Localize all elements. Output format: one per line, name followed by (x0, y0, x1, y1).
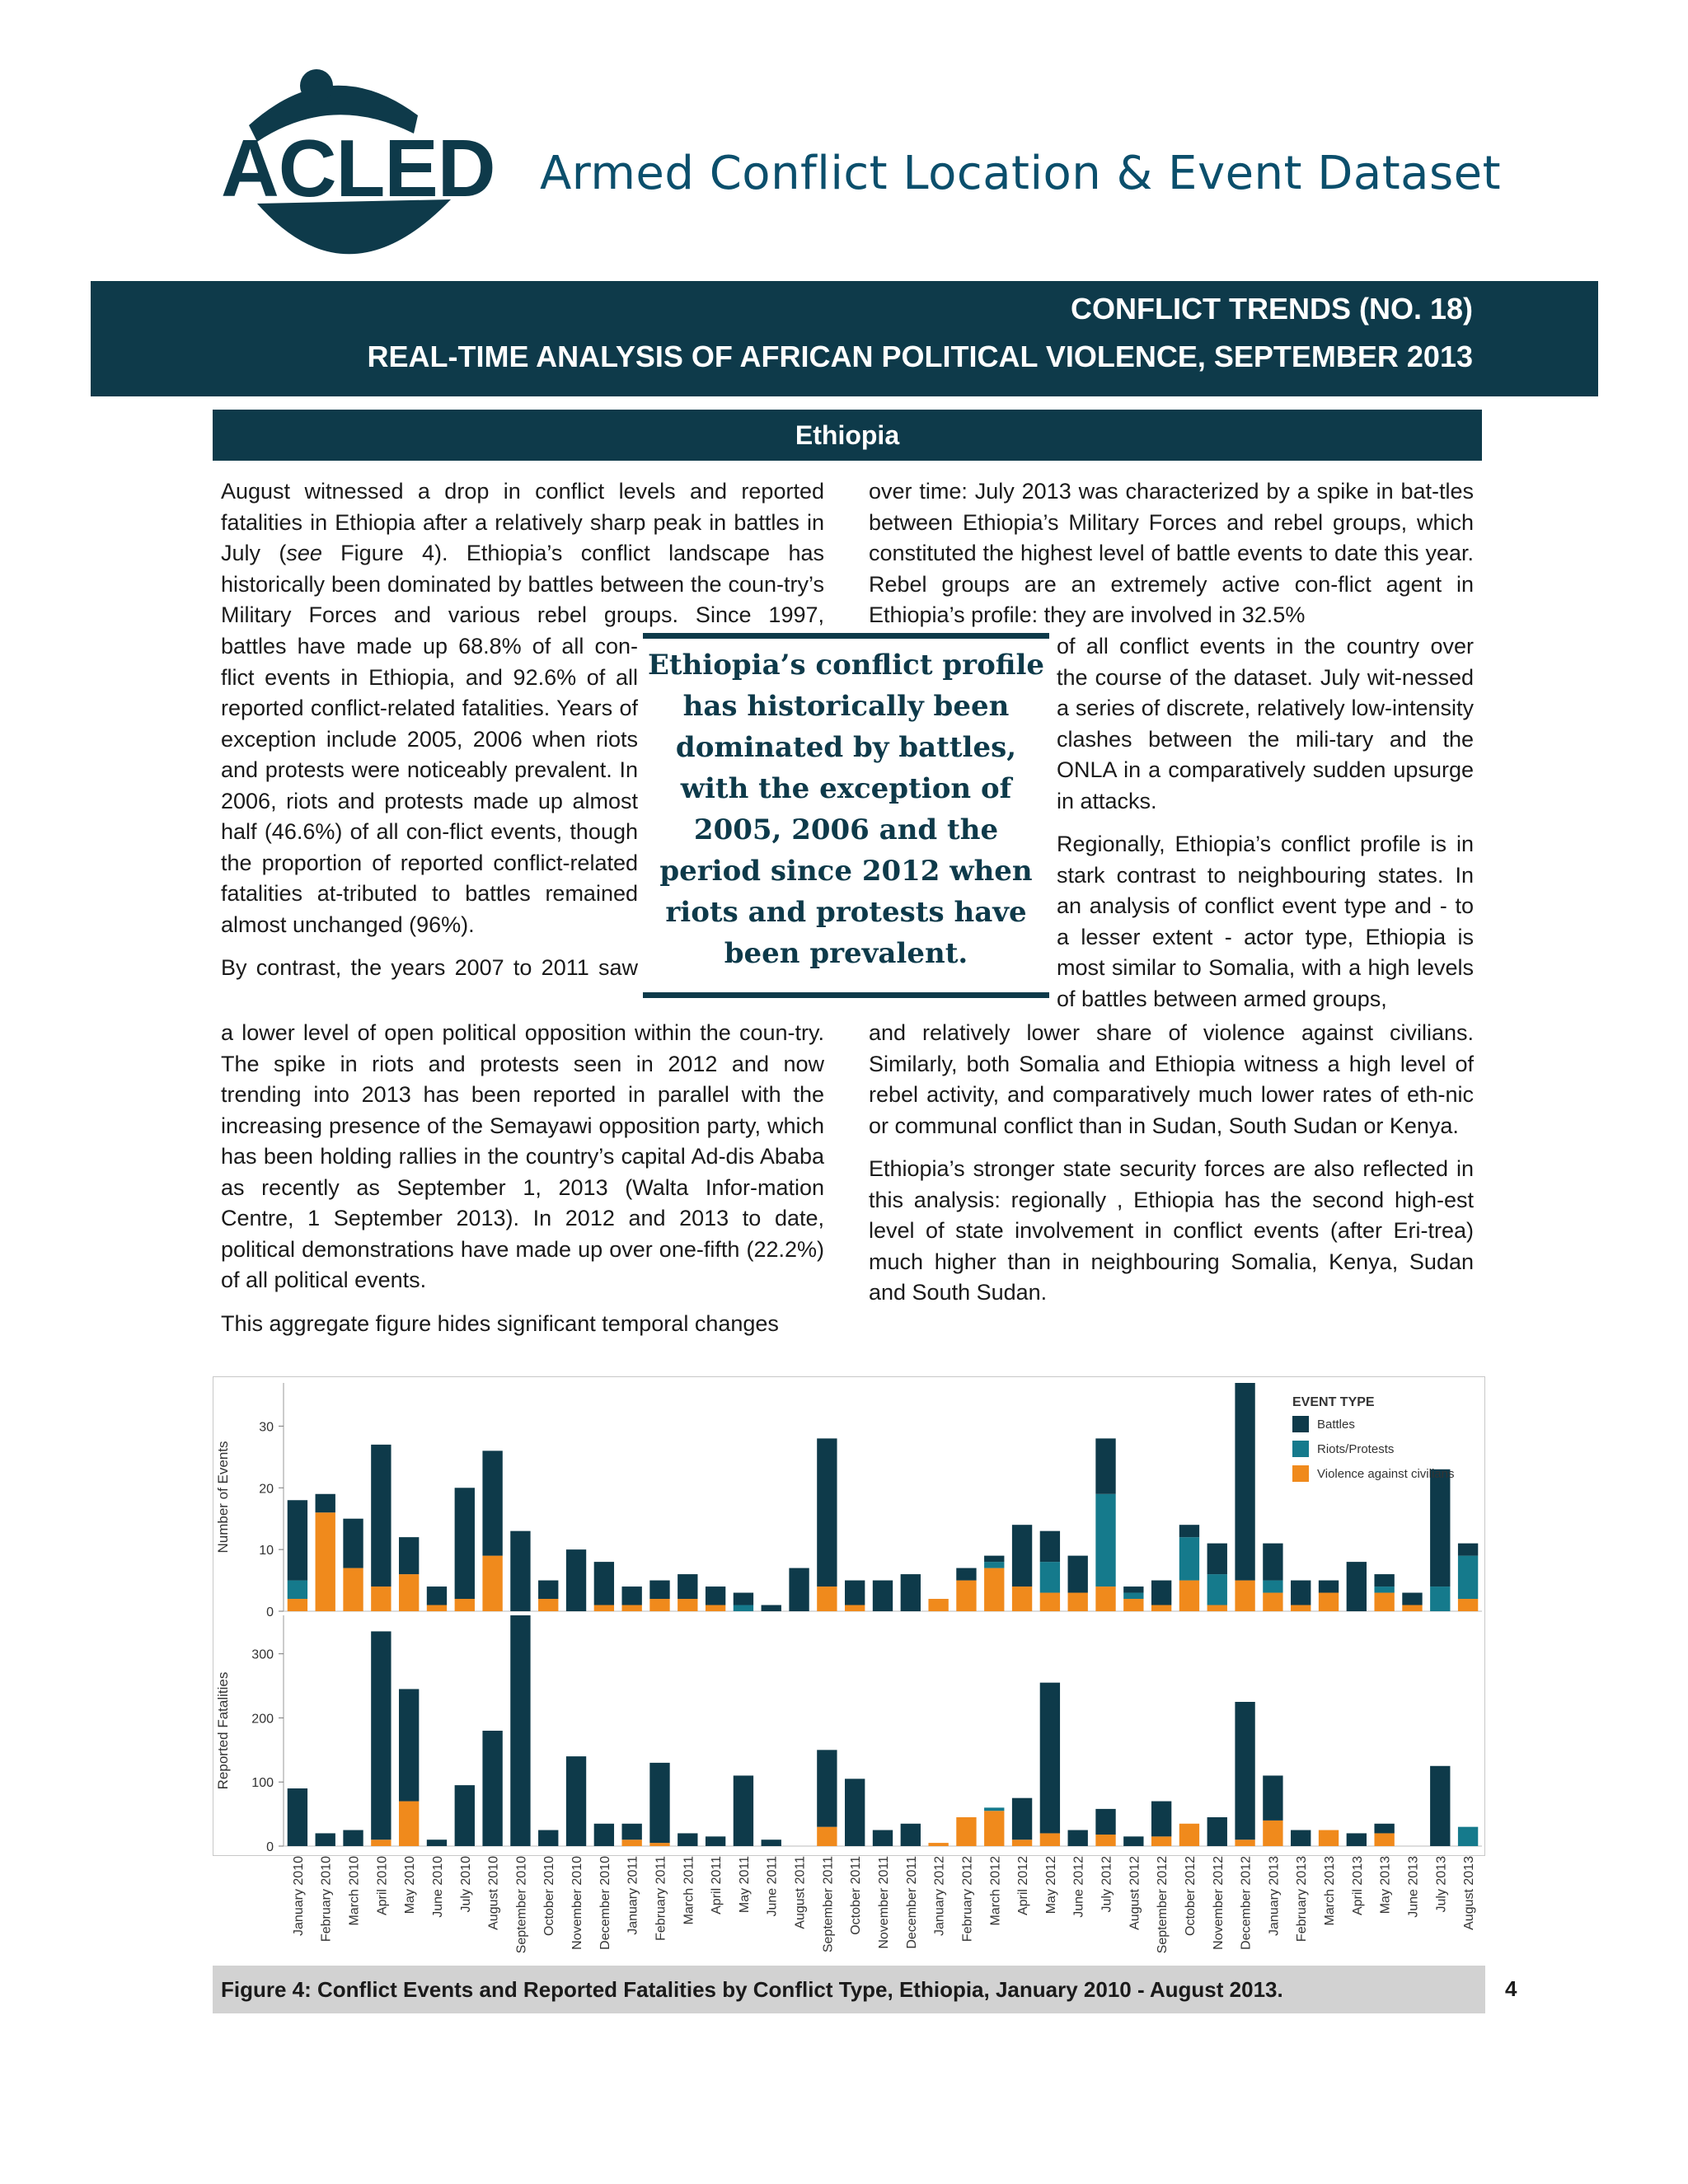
bar-riots-protests (1095, 1494, 1115, 1586)
bar-battles (845, 1779, 865, 1846)
x-tick-label: December 2010 (598, 1856, 612, 1950)
x-tick-label: August 2013 (1462, 1856, 1477, 1930)
y-tick-label: 30 (259, 1420, 274, 1435)
bar-battles (1374, 1574, 1394, 1586)
bar-battles (873, 1830, 893, 1846)
bar-battles (817, 1750, 837, 1826)
x-tick-label: May 2012 (1043, 1856, 1058, 1915)
bar-battles (984, 1556, 1004, 1562)
bar-battles (1207, 1817, 1227, 1846)
bar-battles (1123, 1586, 1143, 1592)
bar-battles (1095, 1809, 1115, 1835)
x-tick-label: October 2012 (1183, 1856, 1198, 1936)
x-tick-label: August 2010 (486, 1856, 501, 1930)
x-tick-label: September 2010 (514, 1856, 529, 1954)
bar-battles (1040, 1683, 1060, 1834)
bar-battles (1207, 1544, 1227, 1574)
bar-violence-against-civilians (594, 1605, 614, 1611)
legend-swatch (1292, 1416, 1309, 1432)
x-tick-label: February 2013 (1295, 1856, 1310, 1943)
x-tick-label: January 2013 (1267, 1856, 1282, 1936)
legend-swatch (1292, 1441, 1309, 1457)
bar-violence-against-civilians (1012, 1586, 1032, 1611)
bar-battles (455, 1785, 475, 1846)
bar-violence-against-civilians (316, 1512, 335, 1611)
legend-label: Battles (1317, 1418, 1355, 1432)
bar-violence-against-civilians (399, 1574, 419, 1611)
x-tick-label: March 2012 (988, 1856, 1003, 1926)
bar-violence-against-civilians (706, 1605, 725, 1611)
bar-violence-against-civilians (622, 1840, 642, 1846)
bar-battles (427, 1586, 447, 1605)
bar-battles (678, 1574, 697, 1599)
bar-battles (455, 1488, 475, 1599)
bar-battles (762, 1840, 781, 1846)
bar-violence-against-civilians (956, 1817, 976, 1846)
y-tick-label: 0 (266, 1840, 274, 1854)
x-tick-label: April 2011 (710, 1856, 724, 1915)
bar-riots-protests (1179, 1537, 1199, 1580)
x-tick-label: July 2013 (1434, 1856, 1449, 1913)
bar-battles (1458, 1544, 1478, 1556)
paragraph: of all conflict events in the country over the course of the dataset. July wit-nessed a series of discrete, relatively low-intensity clashes between the mili-tary and the ONLA in a comparatively sudden upsurge in attacks. (1057, 634, 1474, 813)
x-tick-label: June 2012 (1071, 1856, 1086, 1918)
bar-battles (343, 1519, 363, 1568)
banner-title: CONFLICT TRENDS (NO. 18) (1070, 292, 1473, 326)
bar-riots-protests (984, 1562, 1004, 1568)
x-tick-label: April 2010 (375, 1856, 390, 1916)
bar-battles (538, 1581, 558, 1599)
banner-subtitle: REAL-TIME ANALYSIS OF AFRICAN POLITICAL VIOLENCE, SEPTEMBER 2013 (367, 340, 1473, 373)
bar-violence-against-civilians (984, 1811, 1004, 1846)
bar-battles (482, 1451, 502, 1555)
bar-battles (371, 1445, 391, 1586)
bar-battles (343, 1830, 363, 1846)
y-tick-label: 200 (251, 1712, 274, 1727)
bar-violence-against-civilians (1123, 1599, 1143, 1611)
bar-battles (594, 1824, 614, 1846)
bar-battles (734, 1593, 753, 1605)
bar-battles (622, 1824, 642, 1840)
bar-violence-against-civilians (343, 1568, 363, 1611)
x-tick-label: June 2010 (430, 1856, 445, 1918)
paragraph: and relatively lower share of violence against civilians. Similarly, both Somalia and Ethiopia witness a high level of rebel activity, and comparatively much lower rates of eth-nic or communal conflict than in Sudan, South Sudan or Kenya. (869, 1020, 1474, 1138)
x-tick-label: August 2012 (1128, 1856, 1142, 1930)
bar-violence-against-civilians (1458, 1599, 1478, 1611)
bar-battles (1347, 1562, 1367, 1611)
bar-violence-against-civilians (427, 1605, 447, 1611)
bar-battles (399, 1537, 419, 1574)
legend-label: Violence against civilians (1317, 1467, 1455, 1481)
bar-battles (956, 1568, 976, 1581)
x-tick-label: July 2010 (458, 1856, 473, 1913)
right-column (869, 476, 1474, 631)
bar-battles (538, 1830, 558, 1846)
bar-violence-against-civilians (956, 1581, 976, 1611)
bar-battles (510, 1615, 530, 1846)
x-tick-label: January 2010 (291, 1856, 306, 1936)
bar-violence-against-civilians (928, 1843, 948, 1846)
bar-battles (1402, 1593, 1422, 1605)
bar-battles (566, 1756, 586, 1846)
right-column-bottom (869, 1018, 1474, 1309)
bar-violence-against-civilians (288, 1599, 307, 1611)
bar-battles (845, 1581, 865, 1605)
bar-battles (706, 1836, 725, 1846)
bar-battles (1430, 1766, 1450, 1846)
bar-violence-against-civilians (1263, 1821, 1282, 1846)
x-tick-label: May 2011 (737, 1856, 752, 1914)
logo-dot (300, 69, 333, 102)
logo-text: ACLED (221, 123, 495, 213)
bar-violence-against-civilians (1040, 1593, 1060, 1611)
x-tick-label: December 2012 (1239, 1856, 1254, 1950)
bar-violence-against-civilians (1012, 1840, 1032, 1846)
x-tick-label: February 2010 (319, 1856, 334, 1943)
bar-battles (901, 1574, 921, 1611)
bar-violence-against-civilians (649, 1843, 669, 1846)
bar-battles (1068, 1830, 1088, 1846)
bar-battles (1123, 1836, 1143, 1846)
x-tick-label: March 2010 (347, 1856, 362, 1926)
bar-battles (1151, 1802, 1171, 1837)
section-title: Ethiopia (213, 410, 1482, 461)
left-column-wrap (221, 631, 638, 984)
bar-battles (510, 1531, 530, 1611)
bar-battles (901, 1824, 921, 1846)
y-tick-label: 10 (259, 1544, 274, 1558)
pull-quote-top-rule (643, 633, 1049, 639)
bar-riots-protests (1458, 1556, 1478, 1599)
bar-violence-against-civilians (1095, 1835, 1115, 1846)
bar-riots-protests (1207, 1574, 1227, 1605)
bar-riots-protests (1374, 1586, 1394, 1592)
bar-violence-against-civilians (1319, 1593, 1339, 1611)
x-tick-label: June 2013 (1406, 1856, 1421, 1918)
bar-battles (1291, 1830, 1311, 1846)
figure-caption: Figure 4: Conflict Events and Reported Fatalities by Conflict Type, Ethiopia, January 2010 - August 2013. (213, 1966, 1485, 2013)
bar-battles (288, 1788, 307, 1846)
bar-battles (427, 1840, 447, 1846)
x-tick-label: November 2011 (877, 1856, 891, 1949)
bar-violence-against-civilians (371, 1586, 391, 1611)
bar-violence-against-civilians (1374, 1593, 1394, 1611)
bar-battles (1347, 1833, 1367, 1846)
bar-violence-against-civilians (1151, 1605, 1171, 1611)
x-tick-label: June 2011 (765, 1856, 780, 1917)
bar-violence-against-civilians (1179, 1581, 1199, 1611)
bar-battles (1319, 1581, 1339, 1593)
left-column (221, 476, 824, 631)
bar-battles (371, 1631, 391, 1840)
x-tick-label: May 2013 (1378, 1856, 1393, 1915)
paragraph: This aggregate figure hides significant temporal changes (221, 1310, 779, 1336)
paragraph: Ethiopia’s stronger state security forces are also reflected in this analysis: regionally , Ethiopia has the second high-est level of state involvement in conflict events (after Eri-trea) much higher than in neighbouring Somalia, Kenya, Sudan and South Sudan. (869, 1156, 1474, 1305)
bar-battles (1068, 1556, 1088, 1593)
bar-battles (1095, 1438, 1115, 1493)
bar-violence-against-civilians (538, 1599, 558, 1611)
x-tick-label: March 2013 (1323, 1856, 1338, 1926)
bar-battles (1263, 1775, 1282, 1820)
bar-violence-against-civilians (1040, 1833, 1060, 1846)
bar-battles (1151, 1581, 1171, 1605)
legend-label: Riots/Protests (1317, 1442, 1395, 1456)
bar-battles (316, 1494, 335, 1512)
bar-battles (594, 1562, 614, 1605)
x-tick-label: August 2011 (793, 1856, 808, 1929)
bar-violence-against-civilians (399, 1802, 419, 1846)
bar-battles (817, 1438, 837, 1586)
x-tick-label: May 2010 (403, 1856, 418, 1915)
y-tick-label: 20 (259, 1482, 274, 1497)
x-tick-label: December 2011 (904, 1856, 919, 1949)
legend-swatch (1292, 1465, 1309, 1482)
bar-violence-against-civilians (1235, 1840, 1254, 1846)
bar-violence-against-civilians (1319, 1830, 1339, 1846)
x-tick-label: March 2011 (682, 1856, 696, 1925)
bar-battles (1430, 1469, 1450, 1586)
y-axis-label: Reported Fatalities (215, 1671, 231, 1790)
bar-battles (678, 1833, 697, 1846)
paragraph: August witnessed a drop in conflict levels and reported fatalities in Ethiopia after a relatively sharp peak in battles in July (see Figure 4). Ethiopia’s conflict landscape has historically been dominated by battles between the coun-try’s Military Forces and various rebel groups. Since 1997, (221, 479, 825, 627)
bar-violence-against-civilians (1207, 1605, 1227, 1611)
bar-violence-against-civilians (678, 1599, 697, 1611)
bar-battles (873, 1581, 893, 1611)
pull-quote-text: Ethiopia’s conflict profile has historically been dominated by battles, with the exception of 2005, 2006 and the period since 2012 when riots and protests have been prevalent. (647, 649, 1045, 970)
bar-riots-protests (1430, 1586, 1450, 1611)
x-tick-label: July 2012 (1100, 1856, 1114, 1913)
right-column-wrap (1057, 631, 1474, 1015)
page-number: 4 (1505, 1976, 1517, 2001)
paragraph: a lower level of open political opposition within the coun-try. The spike in riots and protests seen in 2012 and now trending into 2013 has been reported in parallel with the increasing presence of the Semayawi opposition party, which has been holding rallies in the country’s capital Ad-dis Ababa as recently as September 1, 2013 (Walta Infor-mation Centre, 1 September 2013). In 2012 and 2013 to date, political demonstrations have made up over one-fifth (22.2%) of all political events. (221, 1020, 824, 1292)
bar-battles (1012, 1798, 1032, 1840)
bar-violence-against-civilians (482, 1556, 502, 1611)
x-tick-label: September 2012 (1156, 1856, 1170, 1954)
bar-violence-against-civilians (1263, 1593, 1282, 1611)
bar-battles (482, 1731, 502, 1846)
x-tick-label: November 2010 (570, 1856, 585, 1950)
bar-violence-against-civilians (649, 1599, 669, 1611)
bar-violence-against-civilians (1374, 1833, 1394, 1846)
pull-quote-bottom-rule (643, 992, 1049, 998)
y-tick-label: 300 (251, 1647, 274, 1662)
x-tick-label: October 2010 (542, 1856, 557, 1936)
bar-battles (316, 1833, 335, 1846)
bar-violence-against-civilians (1068, 1593, 1088, 1611)
title-banner (91, 281, 1598, 396)
bar-battles (649, 1581, 669, 1599)
x-tick-label: April 2013 (1350, 1856, 1365, 1916)
org-name: Armed Conflict Location & Event Dataset (540, 147, 1502, 200)
bar-violence-against-civilians (371, 1840, 391, 1846)
bar-violence-against-civilians (928, 1599, 948, 1611)
bar-violence-against-civilians (1151, 1836, 1171, 1846)
bar-riots-protests (1040, 1562, 1060, 1592)
bar-battles (1012, 1525, 1032, 1586)
bar-battles (1179, 1525, 1199, 1537)
bar-violence-against-civilians (1402, 1605, 1422, 1611)
left-column-bottom (221, 1018, 824, 1339)
bar-battles (1263, 1544, 1282, 1581)
bar-battles (706, 1586, 725, 1605)
conflict-chart (213, 1376, 1485, 1966)
bar-battles (649, 1763, 669, 1843)
bar-violence-against-civilians (984, 1568, 1004, 1611)
bar-battles (566, 1549, 586, 1611)
bar-riots-protests (984, 1807, 1004, 1811)
bar-riots-protests (1263, 1581, 1282, 1593)
x-tick-label: November 2012 (1211, 1856, 1226, 1950)
bar-riots-protests (734, 1605, 753, 1611)
x-tick-label: January 2011 (626, 1856, 640, 1935)
pull-quote (643, 633, 1049, 998)
bar-riots-protests (1458, 1827, 1478, 1846)
x-tick-label: February 2011 (654, 1856, 668, 1941)
paragraph: battles have made up 68.8% of all con-flict events in Ethiopia, and 92.6% of all reported conflict-related fatalities. Years of exception include 2005, 2006 when riots and protests were noticeably prevalent. In 2006, riots and protests made up almost half (46.6%) of all con-flict events, though the proportion of reported conflict-related fatalities at-tributed to battles remained almost unchanged (96%). (221, 634, 638, 937)
bar-violence-against-civilians (817, 1586, 837, 1611)
bar-battles (1040, 1531, 1060, 1562)
bar-violence-against-civilians (622, 1605, 642, 1611)
x-tick-label: February 2012 (960, 1856, 975, 1943)
bar-violence-against-civilians (1291, 1605, 1311, 1611)
bar-riots-protests (288, 1581, 307, 1599)
x-tick-label: September 2011 (821, 1856, 836, 1953)
bar-battles (1291, 1581, 1311, 1605)
bar-battles (1235, 1702, 1254, 1840)
bar-violence-against-civilians (1095, 1586, 1115, 1611)
paragraph: By contrast, the years 2007 to 2011 saw (221, 955, 638, 980)
bar-battles (622, 1586, 642, 1605)
x-tick-label: October 2011 (849, 1856, 864, 1935)
y-tick-label: 0 (266, 1605, 274, 1619)
bar-violence-against-civilians (1235, 1581, 1254, 1611)
bar-riots-protests (1123, 1593, 1143, 1599)
paragraph: over time: July 2013 was characterized by a spike in bat-tles between Ethiopia’s Military Forces and rebel groups, which constituted the highest level of battle events to date this year. Rebel groups are an extremely active con-flict agent in Ethiopia’s profile: they are involved in 32.5% (869, 479, 1474, 627)
bar-battles (1374, 1824, 1394, 1834)
bar-violence-against-civilians (455, 1599, 475, 1611)
bar-battles (734, 1775, 753, 1846)
x-tick-label: January 2012 (932, 1856, 947, 1936)
bar-battles (288, 1500, 307, 1580)
bar-battles (762, 1605, 781, 1611)
bar-battles (399, 1689, 419, 1801)
bar-violence-against-civilians (845, 1605, 865, 1611)
bar-battles (789, 1568, 809, 1611)
legend-title: EVENT TYPE (1292, 1395, 1375, 1409)
x-tick-label: April 2012 (1016, 1856, 1031, 1916)
bar-violence-against-civilians (817, 1827, 837, 1846)
paragraph: Regionally, Ethiopia’s conflict profile is in stark contrast to neighbouring states. In an analysis of conflict event type and - to a lesser extent - actor type, Ethiopia is most similar to Somalia, with a high levels of battles between armed groups, (1057, 832, 1474, 1011)
y-axis-label: Number of Events (215, 1441, 231, 1554)
y-tick-label: 100 (251, 1776, 274, 1791)
bar-violence-against-civilians (1179, 1824, 1199, 1846)
bar-battles (1235, 1383, 1254, 1581)
